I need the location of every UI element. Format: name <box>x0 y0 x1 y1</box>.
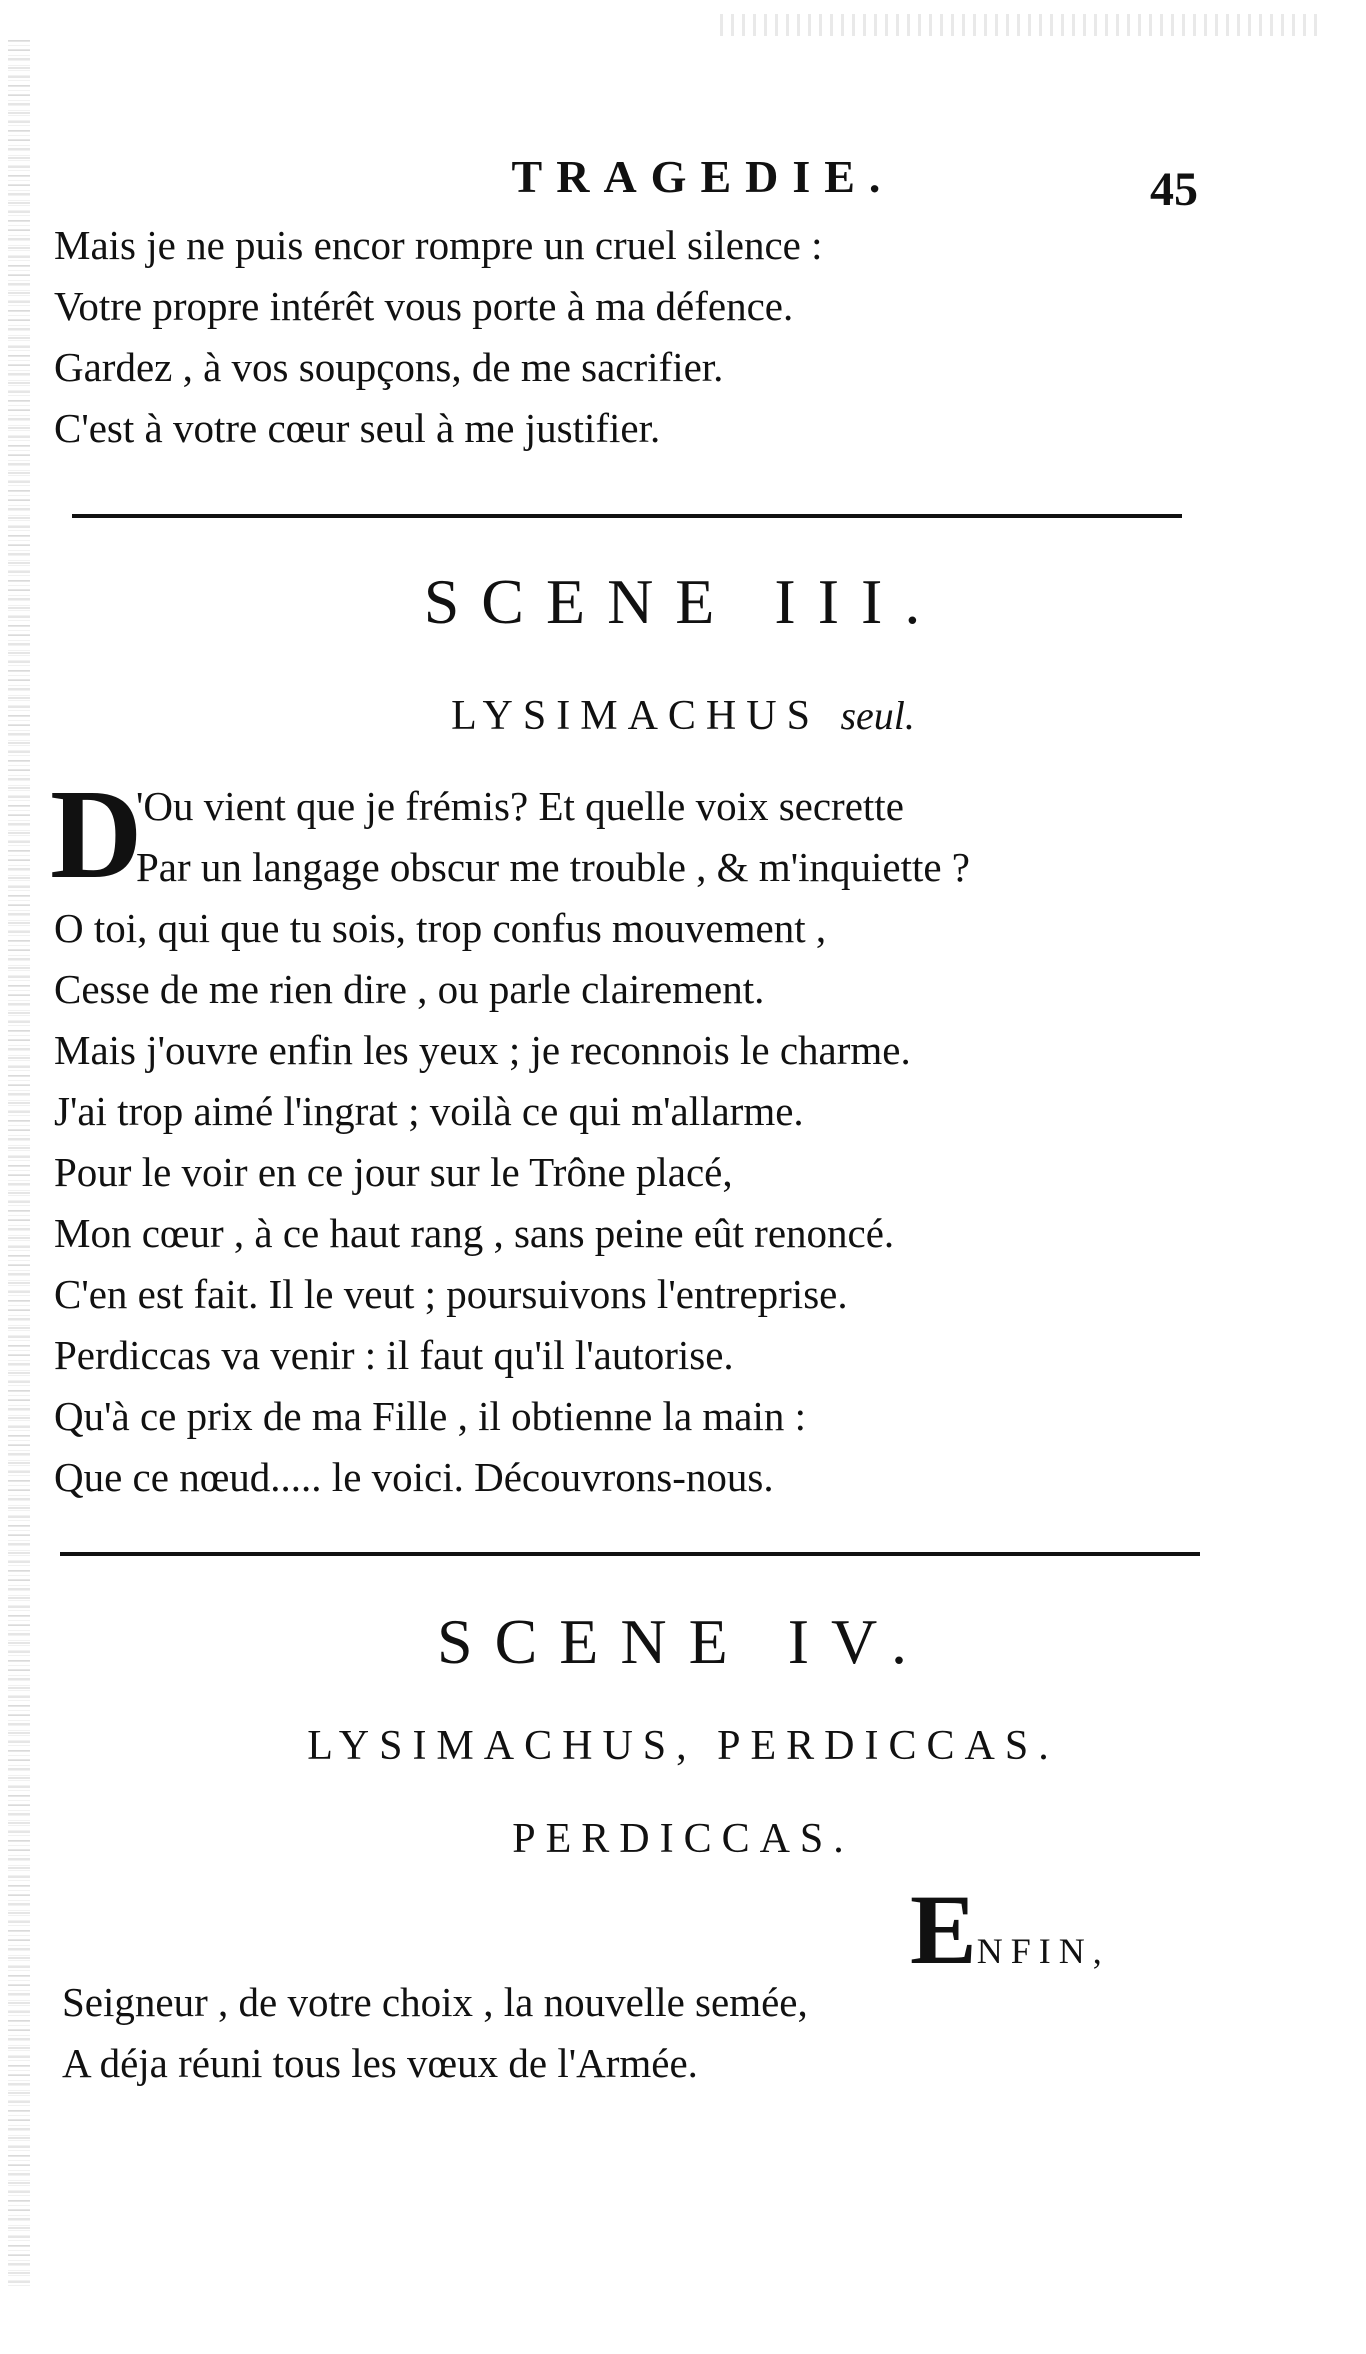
verse-line: J'ai trop aimé l'ingrat ; voilà ce qui m'allarme. <box>54 1088 804 1134</box>
verse-block-scene4 <box>62 1972 808 2094</box>
verse-line: Mais je ne puis encor rompre un cruel silence : <box>54 222 823 268</box>
verse-line: A déja réuni tous les vœux de l'Armée. <box>62 2040 698 2086</box>
scene-title: SCENE IV. <box>437 1606 929 1677</box>
verse-line: Que ce nœud..... le voici. Découvrons-nous. <box>54 1454 774 1500</box>
stage-direction: seul. <box>840 693 915 738</box>
speaker-name: PERDICCAS. <box>512 1816 854 1862</box>
enfin-opening <box>910 1874 1110 1985</box>
verse-line: O toi, qui que tu sois, trop confus mouvement , <box>54 905 827 951</box>
running-head-title: TRAGEDIE. <box>511 151 895 202</box>
verse-line: Par un langage obscur me trouble , & m'inquiette ? <box>136 844 970 890</box>
verse-line: 'Ou vient que je frémis? Et quelle voix secrette <box>136 783 904 829</box>
verse-block-scene3 <box>54 776 970 1508</box>
speaker-name: LYSIMACHUS <box>451 693 820 739</box>
enfin-rest: NFIN, <box>976 1931 1110 1971</box>
verse-line: Seigneur , de votre choix , la nouvelle semée, <box>62 1979 808 2025</box>
verse-line: C'en est fait. Il le veut ; poursuivons l'entreprise. <box>54 1271 848 1317</box>
section-rule <box>60 1552 1200 1556</box>
enfin-drop-cap: E <box>910 1874 977 1985</box>
verse-line: Mais j'ouvre enfin les yeux ; je reconnois le charme. <box>54 1027 911 1073</box>
verse-line: Cesse de me rien dire , ou parle clairement. <box>54 966 765 1012</box>
characters-line: LYSIMACHUS, PERDICCAS. <box>307 1723 1059 1769</box>
verse-line: C'est à votre cœur seul à me justifier. <box>54 405 661 451</box>
drop-cap: D <box>50 763 143 905</box>
verse-block-top <box>54 215 823 459</box>
scene-title: SCENE III. <box>423 566 943 637</box>
speaker-line <box>0 692 1366 740</box>
verse-line: Votre propre intérêt vous porte à ma défence. <box>54 283 794 329</box>
top-edge-speckle <box>720 14 1320 36</box>
page-number: 45 <box>1150 163 1198 216</box>
gutter-speckle <box>8 40 30 2290</box>
verse-line: Perdiccas va venir : il faut qu'il l'autorise. <box>54 1332 734 1378</box>
verse-line: Mon cœur , à ce haut rang , sans peine eût renoncé. <box>54 1210 895 1256</box>
verse-line: Gardez , à vos soupçons, de me sacrifier. <box>54 344 724 390</box>
verse-line: Qu'à ce prix de ma Fille , il obtienne la main : <box>54 1393 807 1439</box>
section-rule <box>72 514 1182 518</box>
verse-line: Pour le voir en ce jour sur le Trône placé, <box>54 1149 733 1195</box>
